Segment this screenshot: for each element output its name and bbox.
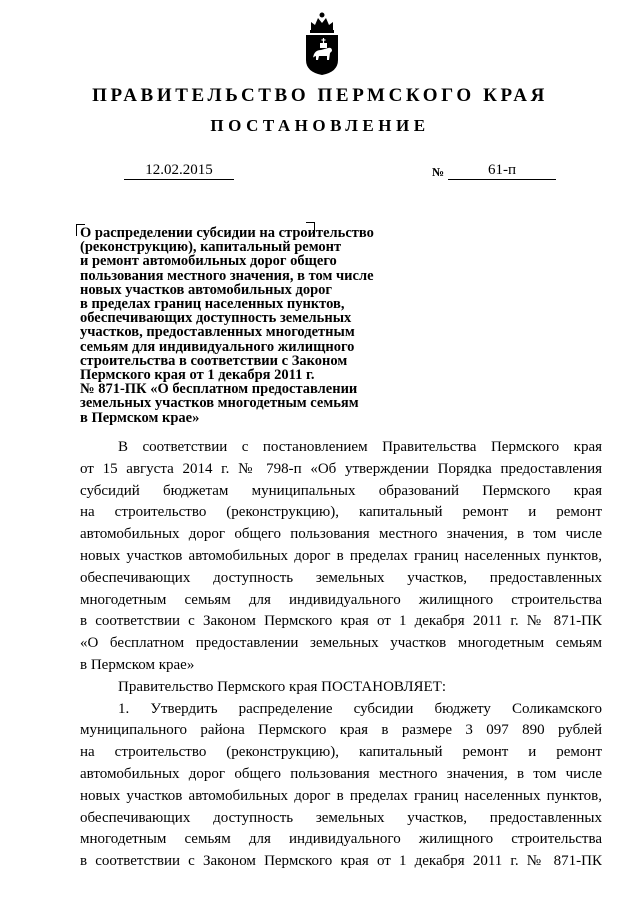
body-line: обеспечивающих доступность земельных участков, предоставленных xyxy=(80,569,602,586)
perm-krai-coat-of-arms-icon xyxy=(302,10,342,76)
body-line: обеспечивающих доступность земельных участков, предоставленных xyxy=(80,809,602,826)
body-line: в Пермском крае» xyxy=(80,656,195,673)
subject-line: участков, предоставленных многодетным xyxy=(80,324,355,341)
body-line: «О бесплатном предоставлении земельных участков многодетным семьям xyxy=(80,635,602,652)
body-line: Правительство Пермского края ПОСТАНОВЛЯЕТ: xyxy=(118,678,447,695)
body-line: субсидий бюджетам муниципальных образований Пермского края xyxy=(80,482,602,499)
body-line: автомобильных дорог общего пользования местного значения, в том числе xyxy=(80,765,602,782)
document-type: ПОСТАНОВЛЕНИЕ xyxy=(210,116,430,135)
subject-line: № 871-ПК «О бесплатном предоставлении xyxy=(80,381,358,398)
subject-line: Пермского края от 1 декабря 2011 г. xyxy=(80,367,315,384)
document-number: 61-п xyxy=(448,161,556,180)
body-line: 1. Утвердить распределение субсидии бюджету Соликамского xyxy=(118,700,602,717)
document-body xyxy=(80,437,602,873)
body-line: многодетным семьям для индивидуального жилищного строительства xyxy=(80,831,602,848)
subject-line: (реконструкцию), капитальный ремонт xyxy=(80,239,342,256)
body-line: новых участков автомобильных дорог в пределах границ населенных пунктов, xyxy=(80,547,602,564)
body-line: многодетным семьям для индивидуального жилищного строительства xyxy=(80,591,602,608)
subject-line: О распределении субсидии на строительство xyxy=(80,225,374,241)
subject-line: в Пермском крае» xyxy=(80,409,200,426)
subject-line: в пределах границ населенных пунктов, xyxy=(80,296,345,313)
body-line: в соответствии с Законом Пермского края от 1 декабря 2011 г. № 871-ПК xyxy=(80,853,602,870)
subject-line: земельных участков многодетным семьям xyxy=(80,395,359,412)
subject-line: и ремонт автомобильных дорог общего xyxy=(80,253,337,270)
subject-line: семьям для индивидуального жилищного xyxy=(80,338,355,355)
body-line: автомобильных дорог общего пользования местного значения, в том числе xyxy=(80,526,602,543)
body-line: от 15 августа 2014 г. № 798-п «Об утверждении Порядка предоставления xyxy=(80,460,602,477)
body-line: новых участков автомобильных дорог в пределах границ населенных пунктов, xyxy=(80,787,602,804)
subject-line: новых участков автомобильных дорог xyxy=(80,281,333,298)
body-line: в соответствии с Законом Пермского края от 1 декабря 2011 г. № 871-ПК xyxy=(80,613,602,630)
number-sign: № xyxy=(432,165,445,179)
body-line: муниципального района Пермского края в размере 3 097 890 рублей xyxy=(80,722,602,739)
subject-line: строительства в соответствии с Законом xyxy=(80,352,348,369)
body-line: В соответствии с постановлением Правительства Пермского края xyxy=(118,439,602,455)
government-title: ПРАВИТЕЛЬСТВО ПЕРМСКОГО КРАЯ xyxy=(92,85,548,106)
subject-line: пользования местного значения, в том числе xyxy=(80,267,374,284)
body-line: на строительство (реконструкцию), капитальный ремонт и ремонт xyxy=(80,744,602,761)
body-line: на строительство (реконструкцию), капитальный ремонт и ремонт xyxy=(80,504,602,521)
document-subject xyxy=(80,226,400,425)
document-date: 12.02.2015 xyxy=(124,161,234,180)
subject-line: обеспечивающих доступность земельных xyxy=(80,310,352,327)
